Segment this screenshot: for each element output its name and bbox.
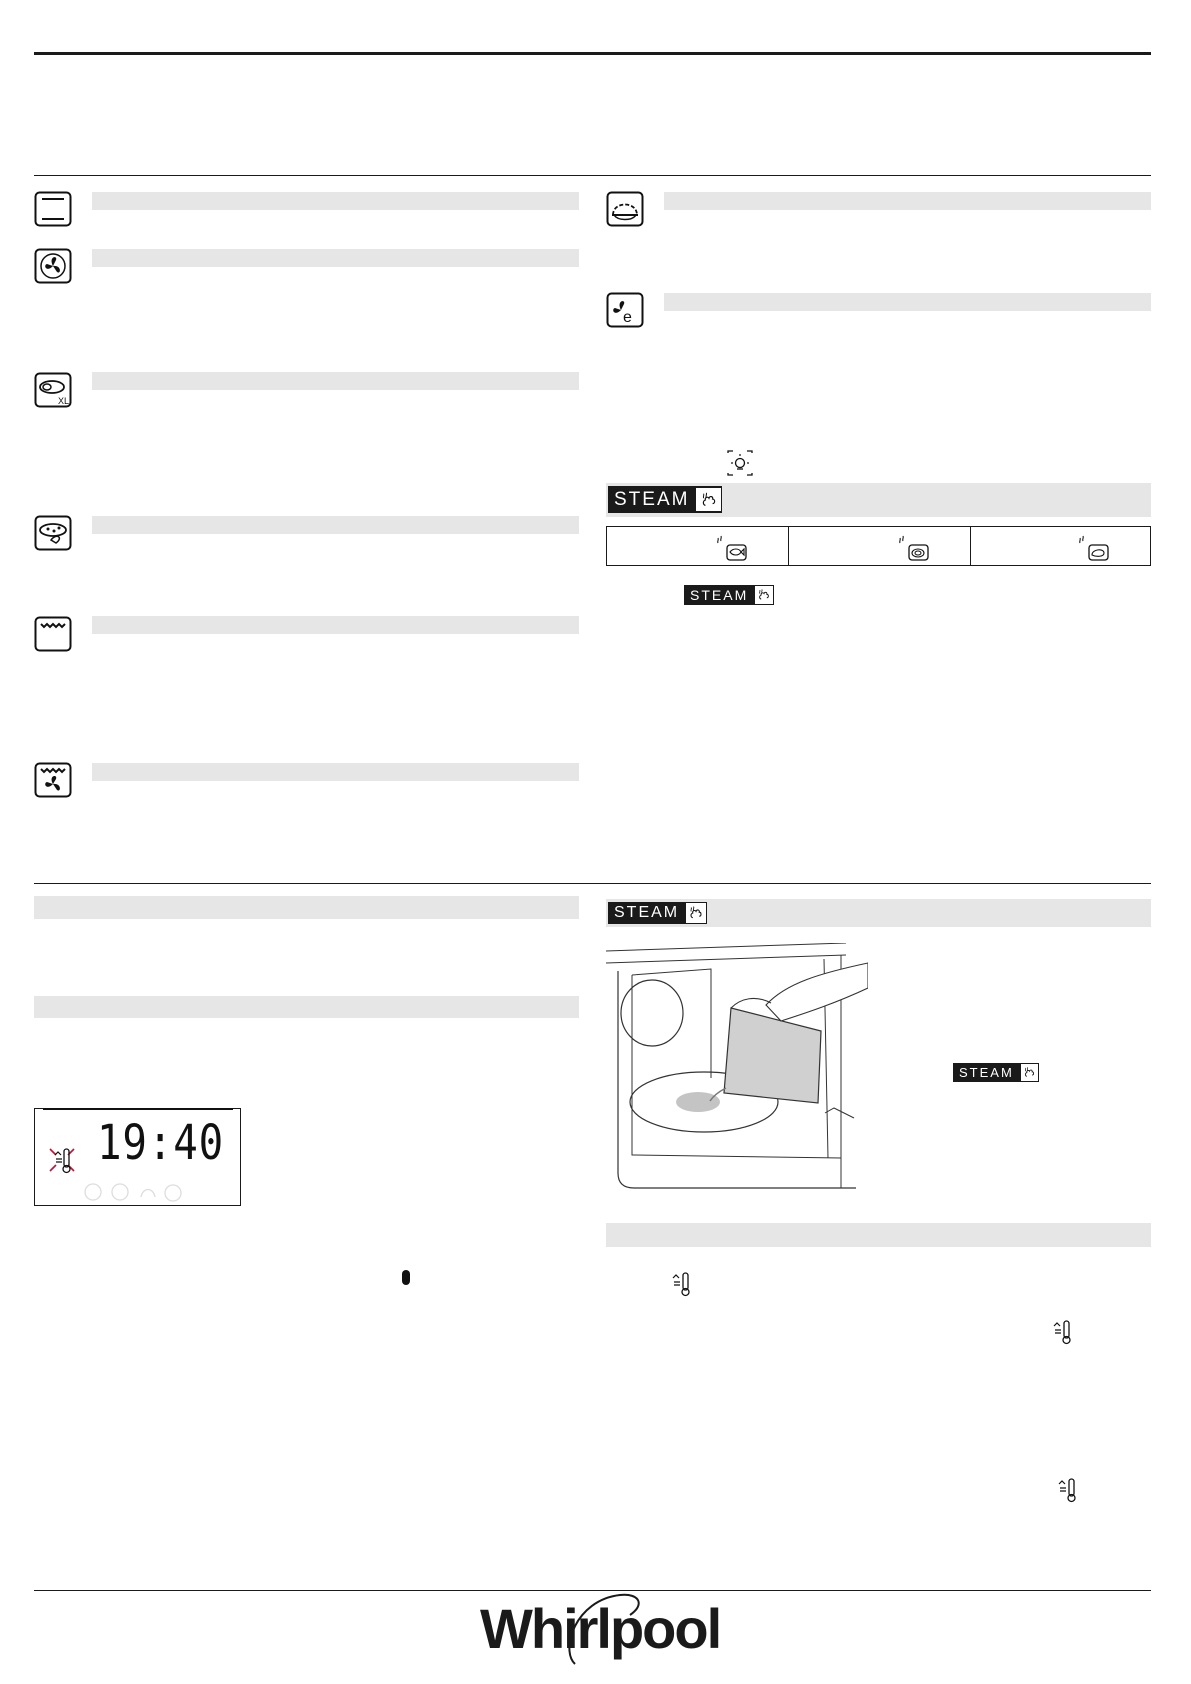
whirlpool-logo — [480, 1590, 721, 1670]
steam-fish-icon — [714, 532, 748, 562]
function-header-bar — [92, 763, 579, 781]
display-top-edge — [43, 1108, 233, 1110]
section-rule-top — [34, 175, 1151, 176]
fast-preheat-icon — [1053, 1319, 1075, 1345]
pizza-icon — [34, 515, 72, 551]
steam-badge-inline — [684, 585, 774, 605]
oven-water-illustration — [606, 943, 868, 1198]
oven-display — [34, 1108, 241, 1206]
function-header-bar — [664, 293, 1151, 311]
logo-swoosh — [480, 1590, 710, 1670]
steam-icon — [754, 585, 774, 605]
steam-cell — [970, 526, 1151, 566]
steam-badge-label: STEAM — [614, 904, 680, 921]
keep-warm-icon — [606, 191, 644, 227]
steam-icon — [1020, 1063, 1039, 1082]
steam-badge — [608, 486, 722, 513]
steam-cell — [788, 526, 971, 566]
fast-preheat-blinking-icon — [47, 1141, 77, 1177]
function-header-bar — [664, 192, 1151, 210]
turbo-grill-xl-icon — [34, 372, 72, 408]
top-rule — [34, 52, 1151, 55]
svg-text:e: e — [623, 309, 632, 326]
steam-poultry-icon — [896, 532, 930, 562]
steam-badge-label: STEAM — [690, 587, 749, 603]
turbo-grill-icon — [34, 762, 72, 798]
function-header-bar — [92, 516, 579, 534]
steam-cell — [606, 526, 789, 566]
steam-badge-label: STEAM — [959, 1065, 1014, 1080]
conventional-icon — [34, 191, 72, 227]
function-header-bar — [92, 372, 579, 390]
steam-icon — [685, 902, 707, 924]
bullet-dot — [402, 1270, 410, 1285]
steam-badge-label: STEAM — [614, 488, 690, 510]
fast-preheat-icon — [672, 1271, 694, 1297]
eco-forced-air-icon — [606, 292, 644, 328]
forced-air-icon — [34, 248, 72, 284]
section-header-bar — [34, 996, 579, 1018]
function-header-bar — [92, 616, 579, 634]
svg-text:XL: XL — [58, 396, 70, 406]
section-rule-middle — [34, 883, 1151, 884]
display-faint-icons — [83, 1181, 203, 1203]
logo-text: Whirlpool — [480, 1597, 721, 1660]
steam-icon — [695, 487, 722, 512]
oven-light-icon — [727, 450, 753, 476]
display-time: 19:40 — [97, 1115, 225, 1171]
steam-badge — [608, 902, 707, 924]
steam-meat-icon — [1076, 532, 1110, 562]
steam-badge-inline — [953, 1063, 1039, 1082]
grill-icon — [34, 616, 72, 652]
function-header-bar — [92, 249, 579, 267]
fast-preheat-icon — [1058, 1477, 1080, 1503]
section-header-bar — [606, 1223, 1151, 1247]
function-header-bar — [92, 192, 579, 210]
section-header-bar — [34, 896, 579, 919]
